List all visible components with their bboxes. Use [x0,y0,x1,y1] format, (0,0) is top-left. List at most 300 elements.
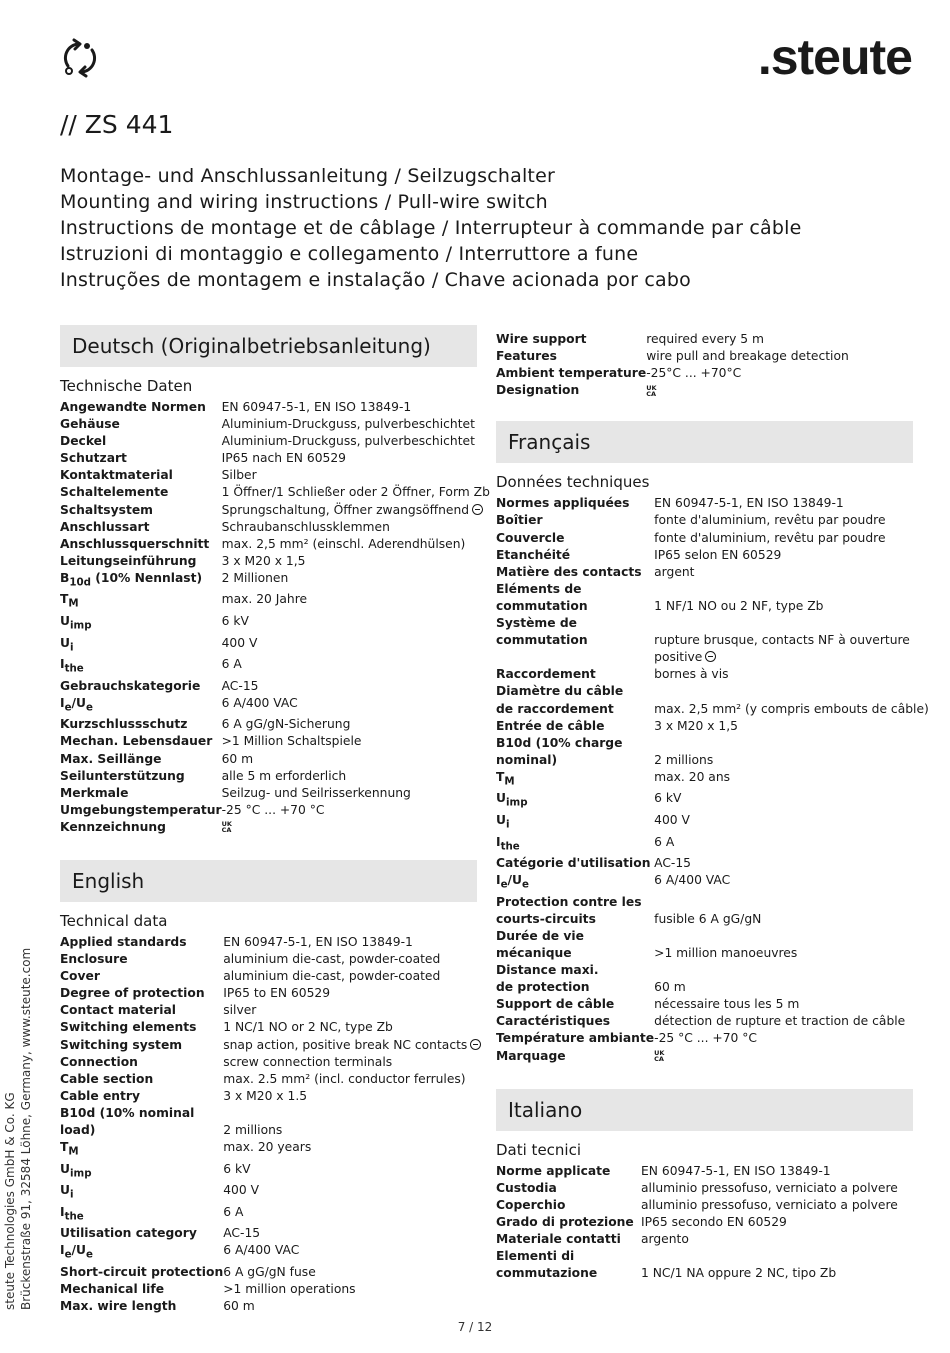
spec-value [654,769,929,791]
spec-row [496,735,929,769]
spec-row [60,768,490,785]
spec-value [222,450,490,467]
spec-value [223,1298,481,1315]
subtitle-pt: Instruções de montagem e instalação / Chave acionada por cabo [60,269,691,291]
column-left [60,325,490,1315]
spec-label: Matière des contacts [496,564,642,579]
spec-label: Contact material [60,1003,176,1018]
spec-value [222,819,490,836]
spec-row [496,1048,929,1065]
spec-row [60,1037,481,1054]
spec-label: Connection [60,1054,138,1069]
spec-table-english-continued [496,331,913,399]
spec-value-text: Silber [221,468,257,483]
spec-label: $I_e/U_e$ [496,873,529,891]
spec-label: $I_{the}$ [496,834,520,852]
spec-label: $T_M$ [60,1140,79,1158]
spec-value: >1 million manoeuvres [654,945,798,960]
spec-value [654,834,929,856]
spec-row [60,1298,481,1315]
spec-value [222,785,490,802]
spec-value [222,635,490,657]
spec-label: Marquage [496,1048,566,1063]
spec-label: Switching system [60,1037,183,1052]
spec-row [60,1105,481,1139]
spec-row [60,399,490,416]
spec-value-text: max. 2,5 mm² (einschl. Aderendhülsen) [221,536,466,551]
spec-row [496,1231,913,1248]
spec-label: Eléments de commutation [496,581,588,613]
spec-value-text: 6 A [223,1204,244,1219]
subheading-dati-tecnici: Dati tecnici [496,1140,582,1159]
spec-value-text: aluminium die-cast, powder-coated [223,969,441,984]
spec-value-text: 400 V [223,1183,260,1198]
spec-label: Deckel [60,434,107,449]
spec-label: Durée de vie mécanique [496,928,584,960]
spec-row [60,951,481,968]
spec-value-text: 6 A/400 VAC [223,1243,300,1258]
spec-row [60,1242,481,1264]
spec-value-text: -25 °C ... +70 °C [654,1031,758,1046]
company-name: steute Technologies GmbH & Co. KG [3,1092,17,1310]
spec-value-text: 6 A/400 VAC [221,695,298,710]
spec-value [222,733,490,750]
spec-label: Normes appliquées [496,496,630,511]
spec-value-text: 6 A [221,657,242,672]
spec-value-text: 6 A gG/gN-Sicherung [221,717,351,732]
spec-row [60,450,490,467]
spec-value: 1 NF/1 NO ou 2 NF, type Zb [654,598,824,613]
spec-label: Support de câble [496,997,615,1012]
spec-value-text: fonte d'aluminium, revêtu par poudre [654,530,886,545]
spec-value [222,399,490,416]
spec-value-text: EN 60947-5-1, EN ISO 13849-1 [654,496,844,511]
spec-label: Ambient temperature [496,366,647,381]
subtitle-de: Montage- und Anschlussanleitung / Seilzugschalter [60,165,555,187]
spec-row [496,382,913,399]
spec-row [496,666,929,683]
spec-value-text: 6 A/400 VAC [654,873,731,888]
spec-value [641,1163,913,1180]
spec-row [60,1204,481,1226]
steute-cycle-icon [58,36,102,80]
spec-row [496,581,929,615]
spec-value [222,553,490,570]
spec-value-text: IP65 selon EN 60529 [654,547,782,562]
spec-row [496,1030,929,1047]
spec-value-text: nécessaire tous les 5 m [654,997,800,1012]
spec-label: $U_i$ [60,635,74,654]
document-title: // ZS 441 [60,110,174,139]
spec-row [496,1214,913,1231]
spec-value [223,1037,481,1054]
spec-value: 1 NC/1 NA oppure 2 NC, tipo Zb [641,1266,837,1281]
spec-row [60,1054,481,1071]
spec-value: max. 2,5 mm² (y compris embouts de câble) [654,701,929,716]
spec-value [641,1197,913,1214]
spec-label: Schutzart [60,451,127,466]
spec-row [60,591,490,613]
spec-value [222,519,490,536]
spec-value [223,1242,481,1264]
spec-row [496,855,929,872]
spec-value-text: 1 Öffner/1 Schließer oder 2 Öffner, Form Zb [221,485,490,500]
spec-row [60,695,490,717]
spec-value-text: 3 x M20 x 1,5 [221,553,306,568]
spec-value-text: wire pull and breakage detection [646,349,849,364]
spec-value [222,656,490,678]
spec-label: Short-circuit protection [60,1264,224,1279]
spec-label: Degree of protection [60,986,205,1001]
spec-row [496,331,913,348]
spec-value-text: EN 60947-5-1, EN ISO 13849-1 [641,1163,831,1178]
spec-label: Distance maxi. de protection [496,963,599,995]
spec-row [496,530,929,547]
spec-value-text: max. 20 Jahre [221,592,308,607]
spec-row [60,751,490,768]
spec-label: Anschlussquerschnitt [60,536,210,551]
subtitle-fr: Instructions de montage et de câblage / Interrupteur à commande par câble [60,217,802,239]
spec-row [60,656,490,678]
spec-label: Elementi di commutazione [496,1249,598,1281]
section-heading-deutsch: Deutsch (Originalbetriebsanleitung) [60,325,477,367]
spec-value-text: 3 x M20 x 1,5 [654,718,738,733]
spec-label: $U_{imp}$ [60,1161,92,1180]
spec-value [223,951,481,968]
spec-label: Entrée de câble [496,718,605,733]
spec-value-text: 1 NC/1 NO or 2 NC, type Zb [223,1020,393,1035]
spec-value-text: max. 20 ans [654,769,731,784]
spec-value-text: 60 m [223,1299,255,1314]
spec-row [60,1071,481,1088]
spec-value [223,1281,481,1298]
spec-value [222,716,490,733]
spec-label: Switching elements [60,1020,197,1035]
spec-label: Coperchio [496,1197,566,1212]
spec-row [496,564,929,581]
spec-value [222,536,490,553]
ukca-mark-icon: UK CA [654,1049,665,1064]
spec-row [60,733,490,750]
subtitle-it: Istruzioni di montaggio e collegamento / Interruttore a fune [60,243,639,265]
spec-value [223,1225,481,1242]
spec-value [646,348,913,365]
spec-value [222,802,490,819]
spec-value-text: EN 60947-5-1, EN ISO 13849-1 [221,400,412,414]
spec-row [60,536,490,553]
spec-label: Cover [60,969,100,984]
spec-value-text: Sprungschaltung, Öffner zwangsöffnend [221,502,470,517]
spec-row [60,785,490,802]
spec-row [60,635,490,657]
spec-value-text: alle 5 m erforderlich [221,768,347,783]
ukca-mark-icon: UK CA [646,383,657,398]
spec-label: $T_M$ [60,592,79,610]
spec-label: B10d (10% nominal load) [60,1105,195,1137]
brand-logo: .steute [757,29,912,85]
spec-value-text: snap action, positive break NC contacts [223,1037,468,1052]
spec-label: Leitungseinführung [60,553,197,568]
spec-value-text: screw connection terminals [223,1054,393,1069]
spec-value-text: alluminio pressofuso, verniciato a polvere [641,1180,898,1195]
spec-value [223,1002,481,1019]
spec-value [654,855,929,872]
spec-label: Schaltelemente [60,485,169,500]
spec-row [60,819,490,836]
spec-row [496,1013,929,1030]
spec-row [496,1163,913,1180]
spec-value: rupture brusque, contacts NF à ouverture positive [654,633,910,665]
spec-row [496,512,929,529]
spec-row [60,678,490,695]
spec-label: Grado di protezione [496,1214,634,1229]
spec-value-text: IP65 nach EN 60529 [221,451,346,466]
spec-row [496,812,929,834]
spec-value [646,365,913,382]
spec-row [60,433,490,450]
spec-label: Cable section [60,1071,154,1086]
ukca-mark-icon: UK CA [221,820,232,835]
spec-value [222,751,490,768]
spec-label: Mechanical life [60,1282,165,1297]
spec-label: Angewandte Normen [60,400,206,414]
spec-row [496,996,929,1013]
spec-row [60,1088,481,1105]
spec-label: Raccordement [496,667,596,682]
spec-value [223,1264,481,1281]
spec-value [641,1214,913,1231]
spec-label: Catégorie d'utilisation [496,856,651,871]
spec-row [496,769,929,791]
spec-label: $I_{the}$ [60,1204,84,1223]
positive-break-icon [472,504,483,515]
spec-label: $U_{imp}$ [60,614,92,632]
spec-value: fusible 6 A gG/gN [654,911,762,926]
section-heading-francais: Français [496,421,913,463]
spec-value-text: max. 2.5 mm² (incl. conductor ferrules) [223,1071,466,1086]
spec-value [223,1088,481,1105]
spec-value [223,934,481,951]
spec-value-text: -25°C ... +70°C [646,366,742,381]
spec-value [654,718,929,735]
spec-value-text: alluminio pressofuso, verniciato a polvere [641,1197,898,1212]
spec-value-text: >1 million operations [223,1282,356,1297]
spec-value [654,1030,929,1047]
spec-value [654,996,929,1013]
spec-row [60,716,490,733]
spec-row [60,1264,481,1281]
column-right [496,331,929,1282]
spec-row [496,834,929,856]
spec-row [60,934,481,951]
spec-value-text: 6 kV [221,614,249,629]
spec-value-text: max. 20 years [223,1140,312,1155]
spec-label: Applied standards [60,934,187,949]
spec-row [496,718,929,735]
spec-value [222,502,490,519]
spec-label: Système de commutation [496,616,588,648]
spec-value [223,1204,481,1226]
spec-label: Gebrauchskategorie [60,678,201,693]
spec-label: Couvercle [496,530,565,545]
spec-value [646,331,913,348]
spec-value-text: IP65 secondo EN 60529 [641,1214,787,1229]
spec-label: Materiale contatti [496,1232,621,1247]
spec-label: Kennzeichnung [60,819,166,834]
spec-value [654,530,929,547]
spec-value-text: 60 m [221,751,254,766]
spec-value-text: 400 V [221,635,258,650]
spec-row [496,365,913,382]
section-heading-italiano: Italiano [496,1089,913,1131]
spec-row [496,348,913,365]
spec-row [60,519,490,536]
spec-value-text: 3 x M20 x 1.5 [223,1088,308,1103]
spec-value: 2 millions [223,1123,283,1137]
spec-value-text: Seilzug- und Seilrisserkennung [221,785,411,800]
spec-row [60,1161,481,1183]
spec-row [60,416,490,433]
spec-value [654,666,929,683]
subheading-donnees-techniques: Données techniques [496,473,650,492]
spec-row [60,570,490,592]
spec-value-text: AC-15 [654,856,692,871]
spec-label: Custodia [496,1180,557,1195]
spec-row [496,495,929,512]
spec-value [222,433,490,450]
spec-value-text: EN 60947-5-1, EN ISO 13849-1 [223,934,413,949]
spec-row [496,962,929,996]
company-address-sidebar [2,948,34,1310]
spec-row [60,968,481,985]
spec-value [223,968,481,985]
subheading-technische-daten: Technische Daten [60,377,193,395]
spec-row [60,985,481,1002]
spec-value [222,484,490,501]
positive-break-icon [470,1039,481,1050]
spec-value [654,872,929,894]
spec-value-text: 6 A gG/gN fuse [223,1264,316,1279]
company-address: Brückenstraße 91, 32584 Löhne, Germany, www.steute.com [19,947,33,1310]
spec-value [223,1161,481,1183]
spec-value-text: Schraubanschlussklemmen [221,519,390,534]
spec-label: $I_e/U_e$ [60,1243,93,1261]
spec-value-text: required every 5 m [646,332,764,346]
spec-label: Boîtier [496,513,543,528]
spec-label: Features [496,349,557,364]
spec-value [646,382,913,399]
spec-value-text: fonte d'aluminium, revêtu par poudre [654,513,886,528]
spec-value [222,768,490,785]
spec-row [496,790,929,812]
spec-row [496,1248,913,1282]
spec-value-text: -25 °C ... +70 °C [221,802,325,817]
spec-label: Max. Seillänge [60,751,162,766]
spec-value-text: aluminium die-cast, powder-coated [223,952,441,967]
spec-value [222,570,490,592]
spec-table-deutsch [60,399,490,836]
spec-label: B10d (10% charge nominal) [496,735,623,767]
spec-value: 2 millions [654,752,714,767]
spec-row [60,1139,481,1161]
spec-value [223,1071,481,1088]
spec-value [223,1054,481,1071]
spec-label: Wire support [496,332,587,346]
spec-label: Kontaktmaterial [60,468,173,483]
spec-label: Gehäuse [60,417,120,432]
spec-row [496,894,929,928]
spec-value [223,1182,481,1204]
spec-label: Anschlussart [60,519,150,534]
spec-value [222,591,490,613]
spec-table-english [60,934,481,1315]
spec-label: Enclosure [60,952,128,967]
spec-row [60,502,490,519]
spec-value-text: 6 kV [654,791,682,806]
spec-row [60,553,490,570]
spec-row [60,1225,481,1242]
spec-value [222,613,490,635]
spec-row [60,1182,481,1204]
spec-value [654,512,929,529]
spec-row [60,802,490,819]
spec-value [222,467,490,484]
spec-row [60,1281,481,1298]
spec-value [654,495,929,512]
spec-label: Schaltsystem [60,502,153,517]
spec-row [496,1180,913,1197]
spec-value-text: AC-15 [223,1226,261,1241]
subtitle-en: Mounting and wiring instructions / Pull-wire switch [60,191,548,213]
spec-label: Kurzschlussschutz [60,717,188,732]
spec-value-text: 400 V [654,812,690,827]
spec-label: $I_{the}$ [60,657,84,675]
spec-label: Max. wire length [60,1299,177,1314]
spec-value [654,812,929,834]
spec-value-text: IP65 to EN 60529 [223,986,331,1001]
spec-label: Température ambiante [496,1031,655,1046]
spec-value-text: bornes à vis [654,667,729,682]
spec-label: $U_{imp}$ [496,791,528,809]
spec-value-text: Aluminium-Druckguss, pulverbeschichtet [221,417,475,432]
subtitle-list [60,163,801,293]
spec-row [60,1002,481,1019]
spec-label: Utilisation category [60,1226,197,1241]
spec-value-text: 6 kV [223,1161,251,1176]
spec-row [496,547,929,564]
spec-value-text: argent [654,564,695,579]
spec-value [654,1048,929,1065]
section-heading-english: English [60,860,477,902]
spec-value-text: argento [641,1232,689,1247]
spec-label: $U_i$ [496,812,510,831]
spec-value-text: >1 Million Schaltspiele [221,734,362,749]
spec-value [223,1019,481,1036]
spec-value: 60 m [654,980,686,995]
spec-value [654,1013,929,1030]
spec-label: Designation [496,383,580,398]
spec-value [654,564,929,581]
spec-value [223,1139,481,1161]
spec-row [60,1019,481,1036]
spec-value-text: Aluminium-Druckguss, pulverbeschichtet [221,434,475,449]
spec-label: $T_M$ [496,769,515,788]
spec-label: Protection contre les courts-circuits [496,894,642,926]
spec-label: Norme applicate [496,1163,611,1178]
spec-table-francais [496,495,929,1064]
spec-row [496,928,929,962]
spec-value-text: détection de rupture et traction de câble [654,1014,906,1029]
